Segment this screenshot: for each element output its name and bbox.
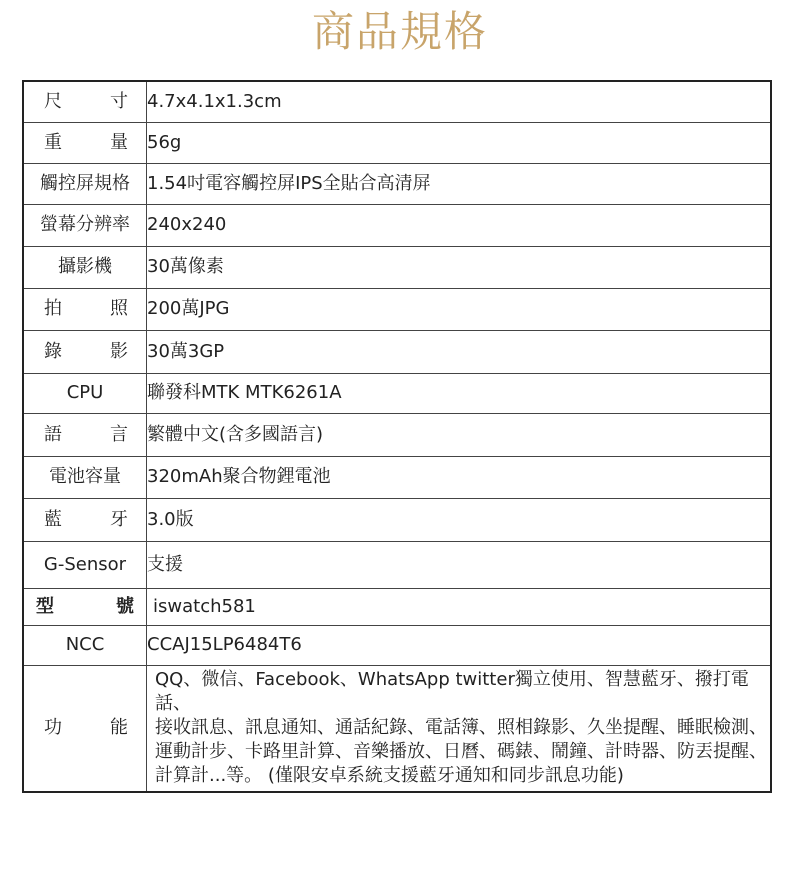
spec-label-weight xyxy=(23,122,147,163)
table-row xyxy=(23,456,771,498)
spec-value-resolution: 240x240 xyxy=(147,204,772,246)
table-row xyxy=(23,163,771,204)
spec-table xyxy=(22,80,772,793)
spec-value-photo: 200萬JPG xyxy=(147,288,772,330)
table-row xyxy=(23,588,771,625)
spec-label-functions xyxy=(23,665,147,792)
spec-value-model: iswatch581 xyxy=(147,588,772,625)
table-row xyxy=(23,373,771,413)
label-char: 錄 xyxy=(44,340,62,362)
label-char: 藍 xyxy=(44,508,62,530)
spec-value-touchscreen: 1.54吋電容觸控屏IPS全貼合高清屏 xyxy=(147,163,772,204)
spec-label-touchscreen: 觸控屏規格 xyxy=(23,163,147,204)
label-char: 影 xyxy=(110,340,128,362)
spec-label-bluetooth xyxy=(23,498,147,541)
spec-label-model xyxy=(23,588,147,625)
table-row xyxy=(23,330,771,373)
functions-line: 接收訊息、訊息通知、通話紀錄、電話簿、照相錄影、久坐提醒、睡眠檢測、 xyxy=(155,717,767,739)
spec-label-record xyxy=(23,330,147,373)
spec-label-size xyxy=(23,81,147,122)
label-char: 能 xyxy=(110,717,128,739)
spec-label-cpu: CPU xyxy=(23,373,147,413)
table-row xyxy=(23,246,771,288)
label-char: 拍 xyxy=(44,298,62,319)
spec-value-weight: 56g xyxy=(147,122,772,163)
table-row xyxy=(23,413,771,456)
functions-line: QQ、微信、Facebook、WhatsApp twitter獨立使用、智慧藍牙、撥打電話、 xyxy=(155,669,749,715)
table-row xyxy=(23,204,771,246)
label-char: 牙 xyxy=(110,508,128,530)
spec-value-record: 30萬3GP xyxy=(147,330,772,373)
label-char: 言 xyxy=(110,423,128,445)
spec-value-cpu: 聯發科MTK MTK6261A xyxy=(147,373,772,413)
table-row xyxy=(23,541,771,588)
label-char: 語 xyxy=(44,423,62,445)
label-char: 型 xyxy=(36,595,54,617)
spec-value-ncc: CCAJ15LP6484T6 xyxy=(147,625,772,665)
label-char: 寸 xyxy=(110,90,128,112)
table-row xyxy=(23,625,771,665)
table-row xyxy=(23,81,771,122)
spec-label-gsensor: G-Sensor xyxy=(23,541,147,588)
table-row xyxy=(23,665,771,792)
page-title: 商品規格 xyxy=(311,7,488,56)
spec-value-bluetooth: 3.0版 xyxy=(147,498,772,541)
label-char: 照 xyxy=(110,298,128,319)
label-char: 量 xyxy=(110,131,128,153)
table-row xyxy=(23,122,771,163)
table-row xyxy=(23,288,771,330)
spec-label-ncc: NCC xyxy=(23,625,147,665)
spec-value-gsensor: 支援 xyxy=(147,541,772,588)
label-char: 尺 xyxy=(44,90,62,112)
table-row xyxy=(23,498,771,541)
spec-label-camera: 攝影機 xyxy=(23,246,147,288)
spec-value-size: 4.7x4.1x1.3cm xyxy=(147,81,772,122)
spec-value-camera: 30萬像素 xyxy=(147,246,772,288)
spec-label-language xyxy=(23,413,147,456)
spec-label-resolution: 螢幕分辨率 xyxy=(23,204,147,246)
spec-label-battery: 電池容量 xyxy=(23,456,147,498)
functions-line: 計算計...等。 (僅限安卓系統支援藍牙通知和同步訊息功能) xyxy=(155,765,624,787)
spec-value-language: 繁體中文(含多國語言) xyxy=(147,413,772,456)
spec-value-battery: 320mAh聚合物鋰電池 xyxy=(147,456,772,498)
label-char: 號 xyxy=(116,595,134,617)
label-char: 重 xyxy=(44,131,62,153)
label-char: 功 xyxy=(44,717,62,739)
spec-value-functions xyxy=(147,665,772,792)
spec-label-photo xyxy=(23,288,147,330)
functions-line: 運動計步、卡路里計算、音樂播放、日曆、碼錶、鬧鐘、計時器、防丟提醒、 xyxy=(155,741,767,763)
